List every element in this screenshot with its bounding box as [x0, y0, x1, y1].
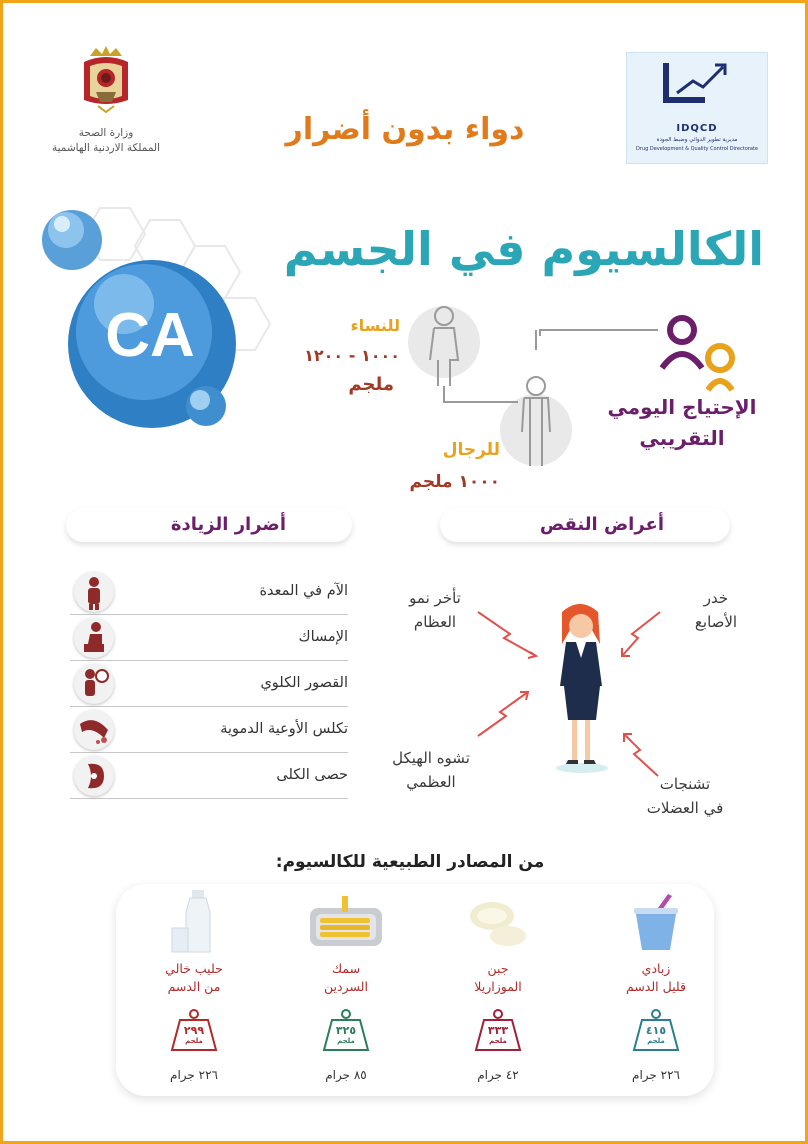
- coat-of-arms-icon: [76, 44, 136, 122]
- list-item: [70, 708, 348, 753]
- symptom-fingers: خدر الأصابع: [694, 589, 738, 631]
- slogan: دواء بدون أضرار: [285, 112, 525, 147]
- list-item: [70, 754, 348, 799]
- calcium-badge: CA: [105, 301, 195, 370]
- food-sardine: [276, 884, 416, 1096]
- blood-vessel-icon: [74, 710, 114, 750]
- list-item-label: القصور الكلوي: [260, 675, 348, 691]
- ministry-name: وزارة الصحة: [78, 127, 134, 139]
- mozzarella-icon: [464, 896, 534, 952]
- symptom-skeleton: تشوه الهيكل العظمي: [392, 749, 470, 791]
- symptom-bone-growth: تأخر نمو العظام: [409, 589, 461, 631]
- sources-title: من المصادر الطبيعية للكالسيوم:: [275, 852, 545, 872]
- calcium-mg: ٣٢٥ ملجم: [335, 1024, 357, 1045]
- constipation-icon: [74, 618, 114, 658]
- food-name: زبادي قليل الدسم: [626, 961, 686, 994]
- page-title: الكالسيوم في الجسم: [283, 222, 764, 276]
- deficiency-header: [440, 508, 730, 542]
- food-name: جبن الموزاريلا: [474, 961, 522, 994]
- org-subtitle-ar: مديرية تطوير الدوائي وضبط الجودة: [656, 137, 738, 143]
- list-item: [70, 662, 348, 707]
- list-item-label: الإمساك: [298, 629, 348, 645]
- women-value: ١٠٠٠ - ١٢٠٠: [304, 346, 400, 365]
- list-item: [70, 616, 348, 661]
- users-icon: [652, 310, 752, 396]
- list-item-label: الآم في المعدة: [259, 583, 348, 599]
- growth-chart-icon: [627, 53, 767, 123]
- kidney-failure-icon: [74, 664, 114, 704]
- daily-need-sublabel: التقريبي: [639, 426, 725, 450]
- org-subtitle-en: Drug Development & Quality Control Directorate: [636, 146, 758, 152]
- serving-grams: ٤٢ جرام: [477, 1068, 519, 1082]
- ministry-logo: [46, 44, 166, 156]
- food-name: حليب خالي من الدسم: [165, 961, 223, 994]
- org-name: IDQCD: [676, 123, 718, 134]
- list-item-label: حصى الكلى: [276, 767, 348, 783]
- symptom-muscles: تشنجات في العضلات: [646, 775, 724, 817]
- serving-grams: ٢٢٦ جرام: [170, 1068, 218, 1082]
- food-milk: [124, 884, 264, 1096]
- kidney-stone-icon: [74, 756, 114, 796]
- milk-bottle-icon: [168, 890, 218, 954]
- idqcd-logo: [626, 52, 768, 164]
- stomach-pain-icon: [74, 572, 114, 612]
- food-mozzarella: [428, 884, 568, 1096]
- food-name: سمك السردين: [324, 961, 368, 994]
- women-label: للنساء: [350, 316, 400, 335]
- excess-title: أضرار الزيادة: [170, 514, 286, 535]
- serving-grams: ٢٢٦ جرام: [632, 1068, 680, 1082]
- yogurt-icon: [628, 894, 684, 952]
- food-yogurt: [586, 884, 726, 1096]
- list-item: [70, 570, 348, 615]
- zigzag-arrows: [470, 600, 670, 780]
- deficiency-title: أعراض النقص: [539, 514, 664, 535]
- ministry-country: المملكة الاردنية الهاشمية: [51, 142, 161, 154]
- calcium-mg: ٤١٥ ملجم: [645, 1024, 667, 1045]
- calcium-mg: ٣٣٣ ملجم: [487, 1024, 509, 1045]
- women-unit: ملجم: [348, 374, 394, 395]
- sardine-can-icon: [306, 896, 386, 950]
- men-value: ١٠٠٠ ملجم: [409, 472, 500, 492]
- excess-header: [66, 508, 352, 542]
- men-label: للرجال: [442, 440, 500, 460]
- daily-need-label: الإحتياج اليومي: [607, 395, 757, 419]
- calcium-mg: ٢٩٩ ملجم: [183, 1024, 205, 1045]
- serving-grams: ٨٥ جرام: [325, 1068, 367, 1082]
- list-item-label: تكلس الأوعية الدموية: [220, 721, 348, 737]
